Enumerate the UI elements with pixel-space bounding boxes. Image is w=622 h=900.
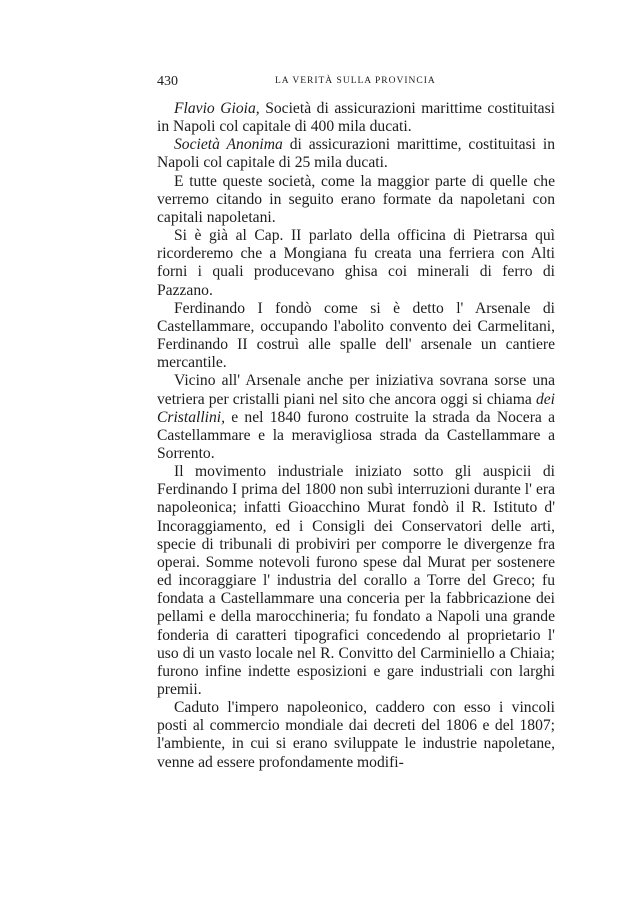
paragraph-text: Si è già al Cap. II parlato della officina di Pietrarsa quì ricorderemo che a Mongiana fu creata una ferriera con Alti forni i quali producevano ghisa coi minerali di ferro di Pazzano. <box>157 227 555 299</box>
paragraph-text: di assicurazioni marittime, costituitasi in Napoli col capitale di 25 mila ducati. <box>157 136 555 172</box>
paragraph-text: Società di assicurazioni marittime costituitasi in Napoli col capitale di 400 mila ducati. <box>157 100 555 136</box>
paragraph <box>157 100 555 136</box>
paragraph-text-tail: e nel 1840 furono costruite la strada da Nocera a Castellammare e la meravigliosa strada da Castellammare a Sorrento. <box>157 408 555 462</box>
place-name: dei Cristallini, <box>157 390 555 426</box>
company-name: Società Anonima <box>174 136 283 154</box>
paragraph <box>157 136 555 172</box>
running-title: LA VERITÀ SULLA PROVINCIA <box>275 76 436 86</box>
paragraph <box>157 300 555 373</box>
paragraph-text: Ferdinando I fondò come si è detto l' Arsenale di Castellammare, occupando l'abolito convento dei Carmelitani, Ferdinando II costruì alle spalle dell' arsenale un cantiere mercantile. <box>157 299 555 372</box>
paragraph-text: Caduto l'impero napoleonico, caddero con esso i vincoli posti al commercio mondiale dai decreti del 1806 e del 1807; l'ambiente, in cui si erano sviluppate le industrie napoletane, venne ad essere profondamente modifi- <box>157 699 555 771</box>
paragraph <box>157 173 555 227</box>
paragraph-text: Vicino all' Arsenale anche per iniziativa sovrana sorse una vetriera per cristalli piani nel sito che ancora oggi si chiama <box>157 372 555 408</box>
page-header <box>157 74 555 90</box>
paragraph <box>157 463 555 699</box>
paragraph <box>157 227 555 300</box>
paragraph-text: Il movimento industriale iniziato sotto gli auspicii di Ferdinando I prima del 1800 non subì interruzioni durante l' era napoleonica; infatti Gioacchino Murat fondò il R. Istituto d' Incoraggiamento, ed i Consigli dei Conservatori delle arti, specie di tribunali di probiviri per comporre le divergenze fra operai. Somme notevoli furono spese dal Murat per sostenere ed incoraggiare l' industria del corallo a Torre del Greco; fu fondata a Castellammare una conceria per la fabbricazione dei pellami e della marocchineria; fu fondato a Napoli una grande fonderia di caratteri tipografici concedendo al proprietario l' uso di un vasto locale nel R. Convitto del Carminiello a Chiaia; furono infine indette esposizioni e gare industriali con larghi premii. <box>157 463 555 698</box>
paragraph <box>157 372 555 463</box>
paragraph-text: E tutte queste società, come la maggior parte di quelle che verremo citando in seguito erano formate da napoletani con capitali napoletani. <box>157 172 555 226</box>
page-number: 430 <box>157 74 178 89</box>
company-name: Flavio Gioia, <box>174 100 260 117</box>
body-text <box>157 100 555 772</box>
paragraph <box>157 699 555 772</box>
